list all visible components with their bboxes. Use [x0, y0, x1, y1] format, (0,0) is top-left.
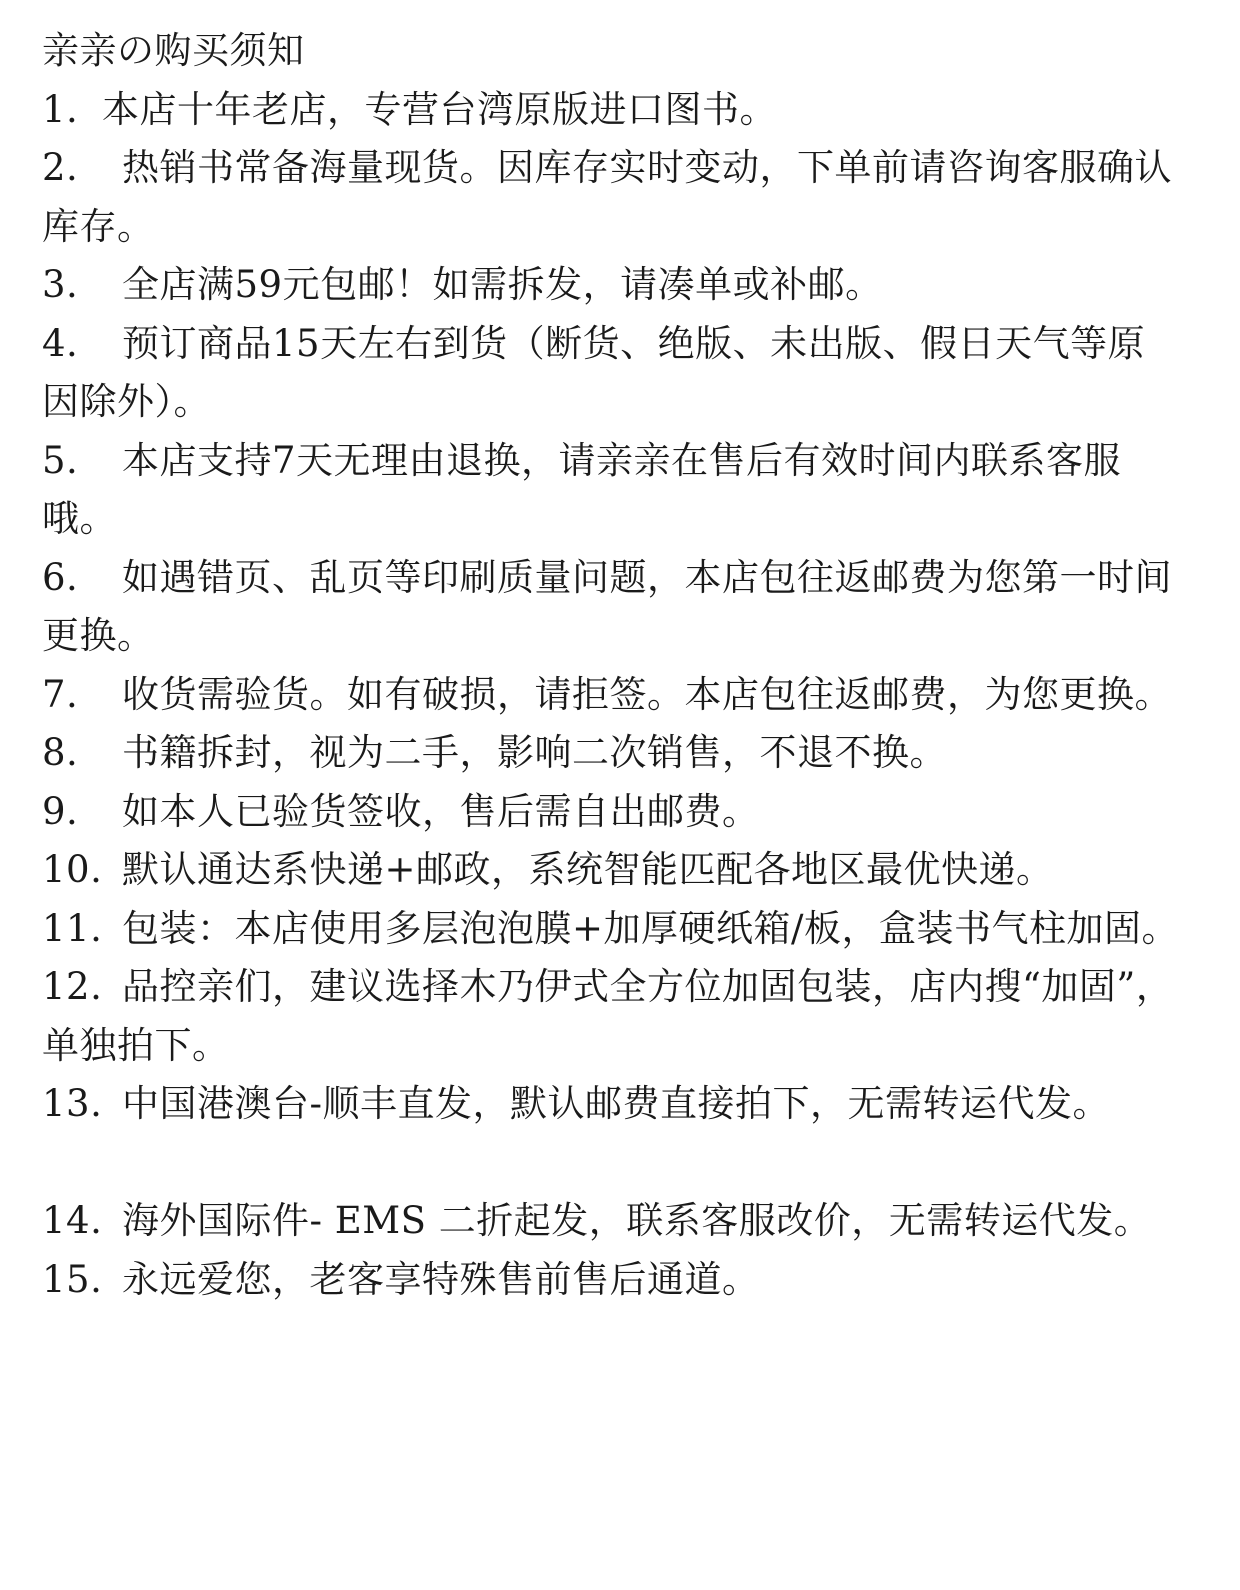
item-text: 如本人已验货签收，售后需自出邮费。	[122, 789, 760, 833]
notice-item-4	[42, 315, 1182, 432]
item-number: 8.	[42, 731, 79, 774]
item-text: 默认通达系快递+邮政，系统智能匹配各地区最优快递。	[122, 848, 1054, 891]
item-number: 11.	[42, 906, 103, 950]
item-text: 永远爱您，老客享特殊售前售后通道。	[122, 1257, 760, 1301]
notice-item-7	[42, 666, 1182, 725]
notice-item-5	[42, 432, 1182, 549]
purchase-notice	[42, 22, 1182, 1309]
notice-item-15	[42, 1251, 1182, 1310]
item-number: 2.	[42, 146, 79, 189]
item-text: 包装：本店使用多层泡泡膜+加厚硬纸箱/板，盒装书气柱加固。	[122, 906, 1179, 950]
item-text: 热销书常备海量现货。因库存实时变动，下单前请咨询客服确认库存。	[42, 146, 1172, 248]
item-number: 7.	[42, 672, 79, 716]
item-number: 13.	[42, 1082, 103, 1125]
item-text: 预订商品15天左右到货（断货、绝版、未出版、假日天气等原因除外）。	[42, 321, 1146, 423]
item-text: 本店十年老店，专营台湾原版进口图书。	[102, 87, 777, 131]
notice-item-6	[42, 549, 1182, 666]
item-text: 全店满59元包邮！如需拆发，请凑单或补邮。	[122, 263, 883, 306]
notice-item-9	[42, 783, 1182, 842]
notice-item-3	[42, 256, 1182, 315]
spacer	[42, 1134, 1182, 1193]
notice-item-13	[42, 1075, 1182, 1134]
item-number: 3.	[42, 263, 79, 306]
item-text: 书籍拆封，视为二手，影响二次销售，不退不换。	[122, 731, 947, 774]
notice-item-12	[42, 958, 1182, 1075]
item-number: 15.	[42, 1257, 103, 1301]
item-text: 品控亲们，建议选择木乃伊式全方位加固包装，店内搜“加固”，单独拍下。	[42, 965, 1174, 1067]
item-number: 14.	[42, 1199, 103, 1242]
item-text: 海外国际件- EMS 二折起发，联系客服改价，无需转运代发。	[122, 1199, 1152, 1242]
item-text: 本店支持7天无理由退换，请亲亲在售后有效时间内联系客服哦。	[42, 438, 1122, 540]
item-number: 6.	[42, 555, 79, 599]
notice-item-10	[42, 841, 1182, 900]
notice-item-2	[42, 139, 1182, 256]
item-number: 4.	[42, 321, 79, 365]
notice-item-1	[42, 81, 1182, 140]
item-text: 中国港澳台-顺丰直发，默认邮费直接拍下，无需转运代发。	[122, 1082, 1111, 1125]
item-text: 收货需验货。如有破损，请拒签。本店包往返邮费，为您更换。	[122, 672, 1172, 716]
item-number: 12.	[42, 965, 103, 1008]
notice-item-11	[42, 900, 1182, 959]
item-text: 如遇错页、乱页等印刷质量问题，本店包往返邮费为您第一时间更换。	[42, 555, 1172, 657]
notice-title: 亲亲の购买须知	[42, 29, 305, 72]
item-number: 5.	[42, 438, 79, 482]
notice-item-14	[42, 1192, 1182, 1251]
item-number: 10.	[42, 848, 103, 891]
notice-item-8	[42, 724, 1182, 783]
item-number: 9.	[42, 789, 79, 833]
item-number: 1.	[42, 87, 79, 131]
